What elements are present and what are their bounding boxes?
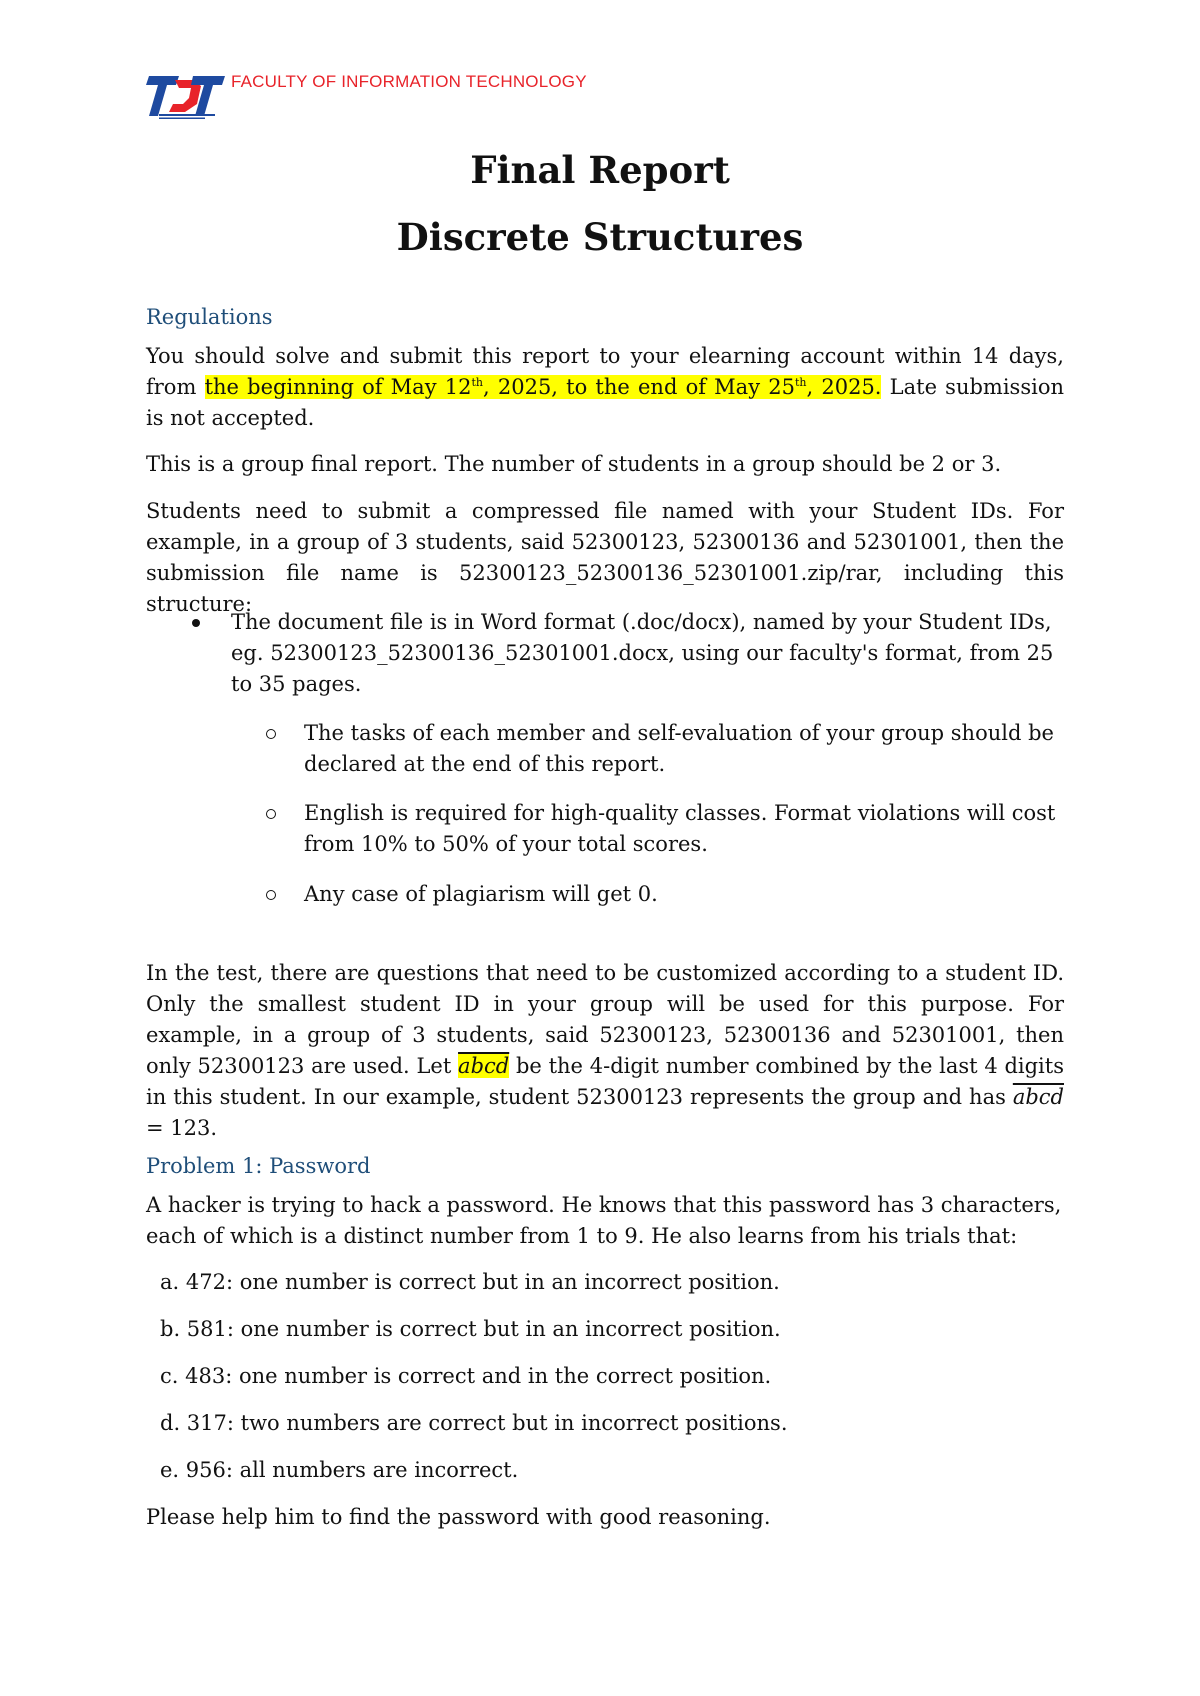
bullet-text: The document file is in Word format (.doc/docx), named by your Student IDs, eg. 52300123_52300136_52301001.docx, using our faculty's format, from 25 to 35 pages. [231, 610, 1054, 696]
sub-bullet-text: The tasks of each member and self-evaluation of your group should be declared at the end of this report. [304, 721, 1054, 776]
circle-bullet-icon [266, 729, 276, 739]
regulations-paragraph-submission: Students need to submit a compressed file named with your Student IDs. For example, in a group of 3 students, said 52300123, 52300136 and 52301001, then the submission file name is 52300123_52300136_52301001.zip/rar, including this structure: [146, 499, 1064, 616]
regulations-paragraph-group: This is a group final report. The number of students in a group should be 2 or 3. [146, 452, 1002, 476]
trial-item: e. 956: all numbers are incorrect. [160, 1458, 519, 1482]
problem-1-closing: Please help him to find the password with good reasoning. [146, 1505, 771, 1529]
test-note-paragraph: In the test, there are questions that need to be customized according to a student ID. Only the smallest student ID in your group will be used for this purpose. For example, in a group of 3 students, said 52300123, 52300136 and 52301001, then only 52300123 are used. Let abcd be the 4-digit number combined by the last 4 digits in this student. In our example, student 52300123 represents the group and has abcd = 123. [146, 961, 1064, 1140]
problem-1-intro: A hacker is trying to hack a password. He knows that this password has 3 characters, each of which is a distinct number from 1 to 9. He also learns from his trials that: [146, 1193, 1062, 1248]
trial-item: c. 483: one number is correct and in the correct position. [160, 1364, 772, 1388]
report-title: Final Report [470, 148, 730, 192]
bullet-icon [192, 619, 200, 627]
course-title: Discrete Structures [396, 215, 804, 259]
problem-1-heading: Problem 1: Password [146, 1154, 371, 1178]
sub-bullet-text: English is required for high-quality classes. Format violations will cost from 10% to 50% of your total scores. [304, 801, 1056, 856]
circle-bullet-icon [266, 809, 276, 819]
university-logo [145, 70, 227, 120]
circle-bullet-icon [266, 890, 276, 900]
sub-bullet-text: Any case of plagiarism will get 0. [304, 882, 658, 906]
regulations-heading: Regulations [146, 305, 273, 329]
abcd-variable: abcd [458, 1054, 510, 1078]
trial-item: b. 581: one number is correct but in an incorrect position. [160, 1317, 781, 1341]
faculty-name: FACULTY OF INFORMATION TECHNOLOGY [231, 72, 587, 91]
trial-item: a. 472: one number is correct but in an incorrect position. [160, 1270, 780, 1294]
page-header [145, 70, 845, 120]
regulations-paragraph-deadline: You should solve and submit this report to your elearning account within 14 days, from the beginning of May 12th, 2025, to the end of May 25th, 2025. Late submission is not accepted. [146, 344, 1064, 430]
abcd-variable: abcd [1012, 1085, 1064, 1109]
trial-item: d. 317: two numbers are correct but in incorrect positions. [160, 1411, 788, 1435]
